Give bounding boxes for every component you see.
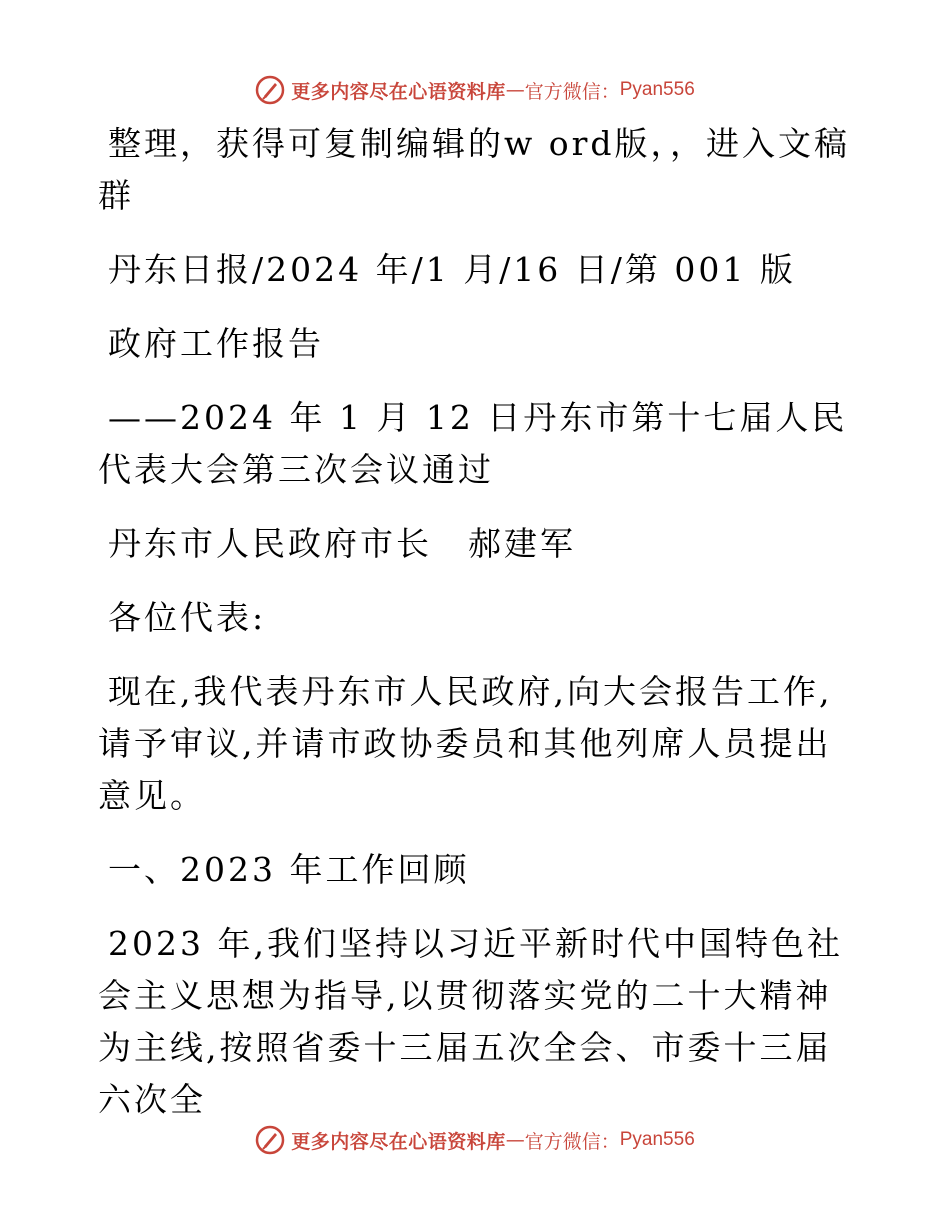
paragraph-source: 丹东日报/2024 年/1 月/16 日/第 001 版 xyxy=(108,250,796,289)
watermark-sub: 官方微信： xyxy=(524,80,620,103)
watermark-footer xyxy=(0,1122,950,1158)
paragraph-body: 2023 年,我们坚持以习近平新时代中国特色社会主义思想为指导,以贯彻落实党的二十大精神为主线,按照省委十三届五次全会、市委十三届六次全 xyxy=(98,924,843,1119)
document-title: 政府工作报告 xyxy=(108,324,324,363)
paragraph-author: 丹东市人民政府市长 郝建军 xyxy=(108,524,576,563)
quill-logo-icon xyxy=(255,75,285,105)
paragraph-notice: 整理，获得可复制编辑的w ord版，，进入文稿群 xyxy=(98,124,851,215)
watermark-sub: 官方微信： xyxy=(524,1130,620,1153)
watermark-dash: — xyxy=(505,1129,525,1151)
watermark-dash: — xyxy=(505,79,525,101)
section-heading: 一、2023 年工作回顾 xyxy=(108,850,470,889)
paragraph-salutation: 各位代表: xyxy=(108,598,267,637)
watermark-text: 更多内容尽在心语资料库 xyxy=(291,1130,506,1153)
watermark-id: Pyan556 xyxy=(619,79,695,100)
watermark-text: 更多内容尽在心语资料库 xyxy=(291,80,506,103)
watermark-id: Pyan556 xyxy=(619,1129,695,1150)
paragraph-subtitle: ——2024 年 1 月 12 日丹东市第十七届人民代表大会第三次会议通过 xyxy=(98,398,848,489)
watermark-header xyxy=(0,72,950,108)
quill-logo-icon xyxy=(255,1125,285,1155)
document-body xyxy=(98,118,858,1148)
paragraph-intro: 现在,我代表丹东市人民政府,向大会报告工作,请予审议,并请市政协委员和其他列席人员提出意见。 xyxy=(98,672,833,815)
